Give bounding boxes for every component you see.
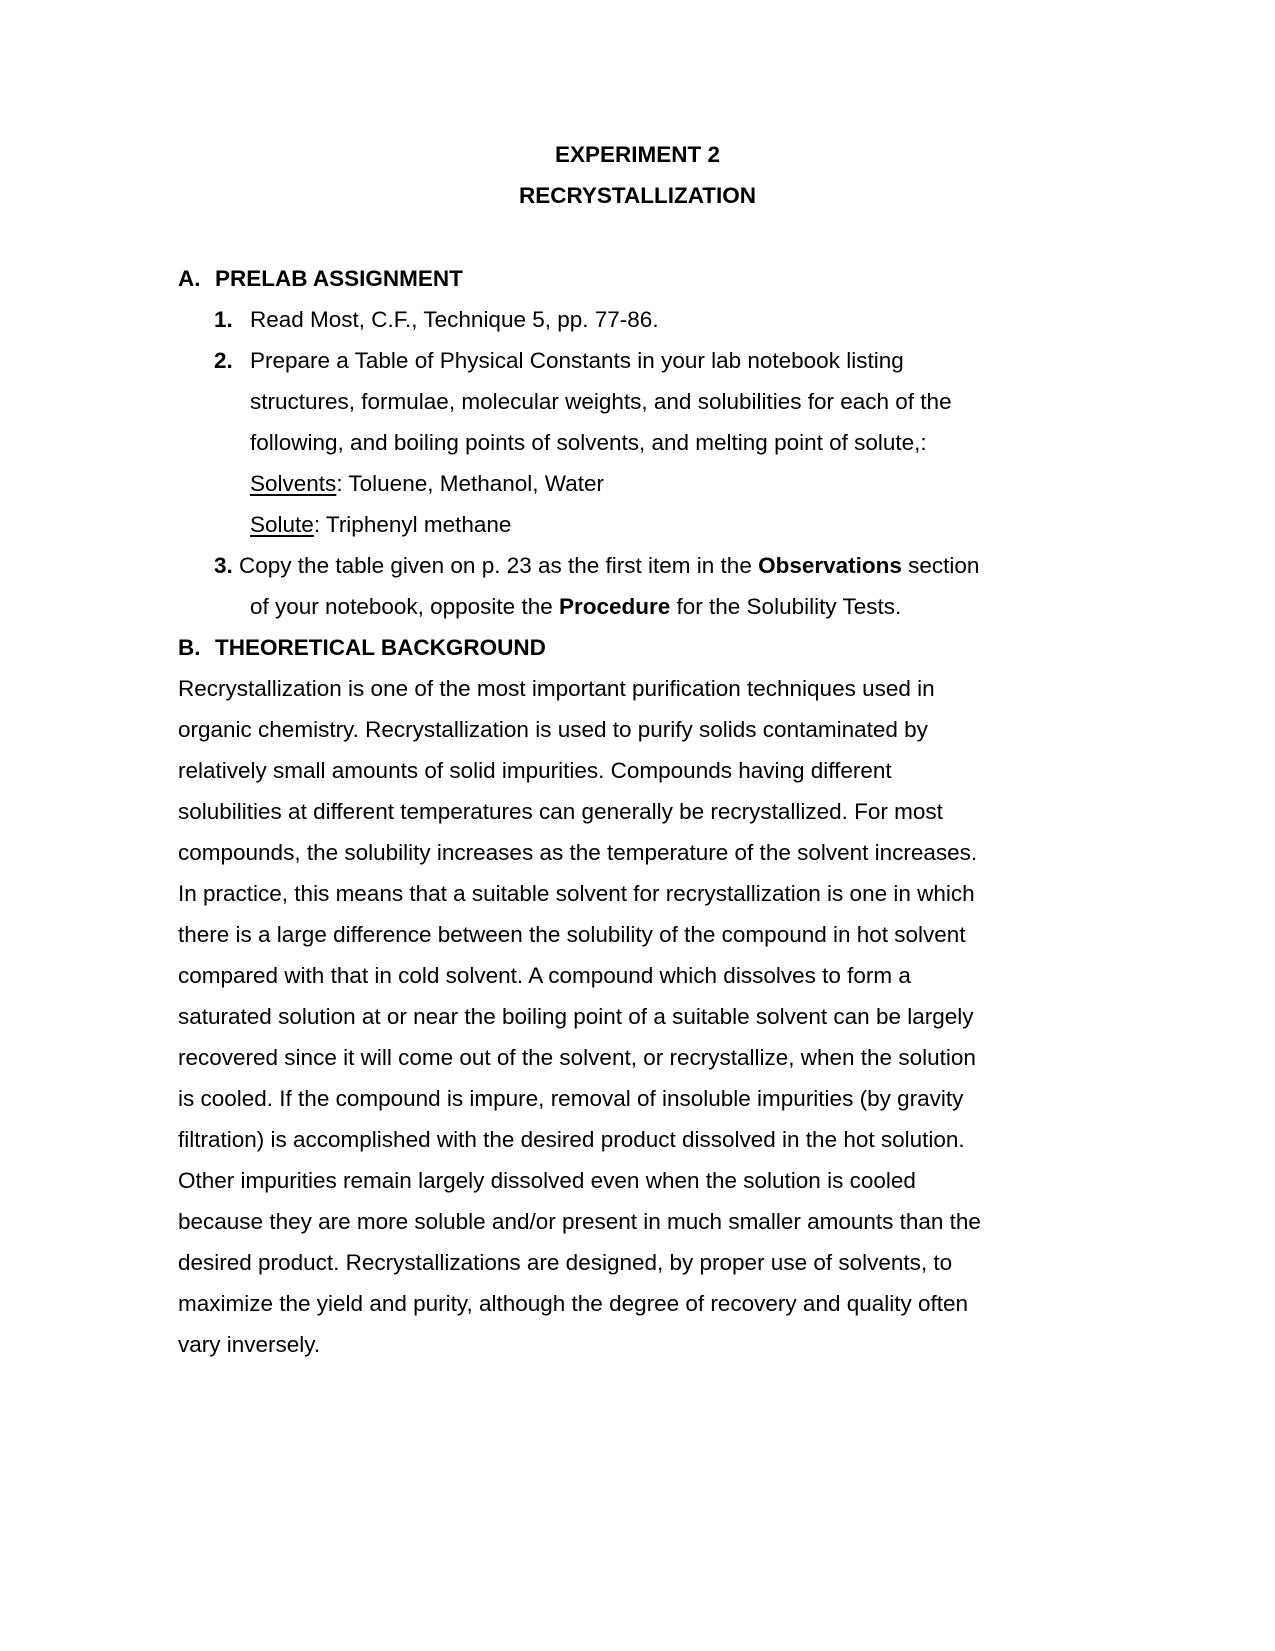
paragraph-line: vary inversely. [178, 1332, 321, 1357]
item-number: 1. [214, 307, 233, 332]
paragraph-line: maximize the yield and purity, although the degree of recovery and quality often [178, 1291, 969, 1316]
section-a-heading [178, 266, 463, 292]
procedure-bold: Procedure [558, 594, 671, 619]
item-text: Copy the table given on p. 23 as the first item in the [239, 553, 759, 578]
paragraph-line: there is a large difference between the solubility of the compound in hot solvent [178, 922, 966, 947]
paragraph-line: is cooled. If the compound is impure, removal of insoluble impurities (by gravity [178, 1086, 964, 1111]
paragraph-line: In practice, this means that a suitable solvent for recrystallization is one in which [178, 881, 975, 906]
item-text: Prepare a Table of Physical Constants in your lab notebook listing [250, 348, 904, 373]
item-text: Read Most, C.F., Technique 5, pp. 77-86. [250, 307, 659, 332]
paragraph-line: filtration) is accomplished with the desired product dissolved in the hot solution. [178, 1127, 965, 1152]
paragraph-line: recovered since it will come out of the solvent, or recrystallize, when the solution [178, 1045, 976, 1070]
paragraph-line: relatively small amounts of solid impurities. Compounds having different [178, 758, 892, 783]
item-text-continued: structures, formulae, molecular weights, and solubilities for each of the [250, 389, 952, 414]
item-text: section [901, 553, 980, 578]
paragraph-line: compared with that in cold solvent. A compound which dissolves to form a [178, 963, 911, 988]
paragraph-line: compounds, the solubility increases as the temperature of the solvent increases. [178, 840, 978, 865]
item-number: 3. [214, 553, 233, 578]
section-a-label: A. [178, 266, 201, 291]
observations-bold: Observations [758, 553, 902, 578]
paragraph-line: Recrystallization is one of the most important purification techniques used in [178, 676, 935, 701]
list-item [214, 553, 979, 579]
item-text: for the Solubility Tests. [670, 594, 902, 619]
page-title: RECRYSTALLIZATION [518, 183, 757, 208]
solute-text: : Triphenyl methane [313, 512, 512, 537]
section-b-heading [178, 635, 546, 661]
solvents-line [250, 471, 604, 497]
item-text: of your notebook, opposite the [250, 594, 559, 619]
solvents-label: Solvents [250, 471, 337, 496]
section-b-label: B. [178, 635, 201, 660]
solute-label: Solute [250, 512, 314, 537]
solute-line [250, 512, 511, 538]
solvents-text: : Toluene, Methanol, Water [336, 471, 604, 496]
paragraph-line: because they are more soluble and/or present in much smaller amounts than the [178, 1209, 981, 1234]
section-b-title: THEORETICAL BACKGROUND [215, 635, 546, 660]
list-item [214, 348, 904, 374]
paragraph-line: organic chemistry. Recrystallization is used to purify solids contaminated by [178, 717, 928, 742]
experiment-number: EXPERIMENT 2 [554, 142, 721, 167]
paragraph-line: desired product. Recrystallizations are designed, by proper use of solvents, to [178, 1250, 953, 1275]
item-number: 2. [214, 348, 233, 373]
paragraph-line: saturated solution at or near the boiling point of a suitable solvent can be largely [178, 1004, 974, 1029]
paragraph-line: solubilities at different temperatures can generally be recrystallized. For most [178, 799, 943, 824]
item-text-continued [250, 594, 901, 620]
item-text-continued: following, and boiling points of solvents, and melting point of solute,: [250, 430, 927, 455]
list-item [214, 307, 659, 333]
paragraph-line: Other impurities remain largely dissolved even when the solution is cooled [178, 1168, 916, 1193]
section-a-title: PRELAB ASSIGNMENT [215, 266, 463, 291]
